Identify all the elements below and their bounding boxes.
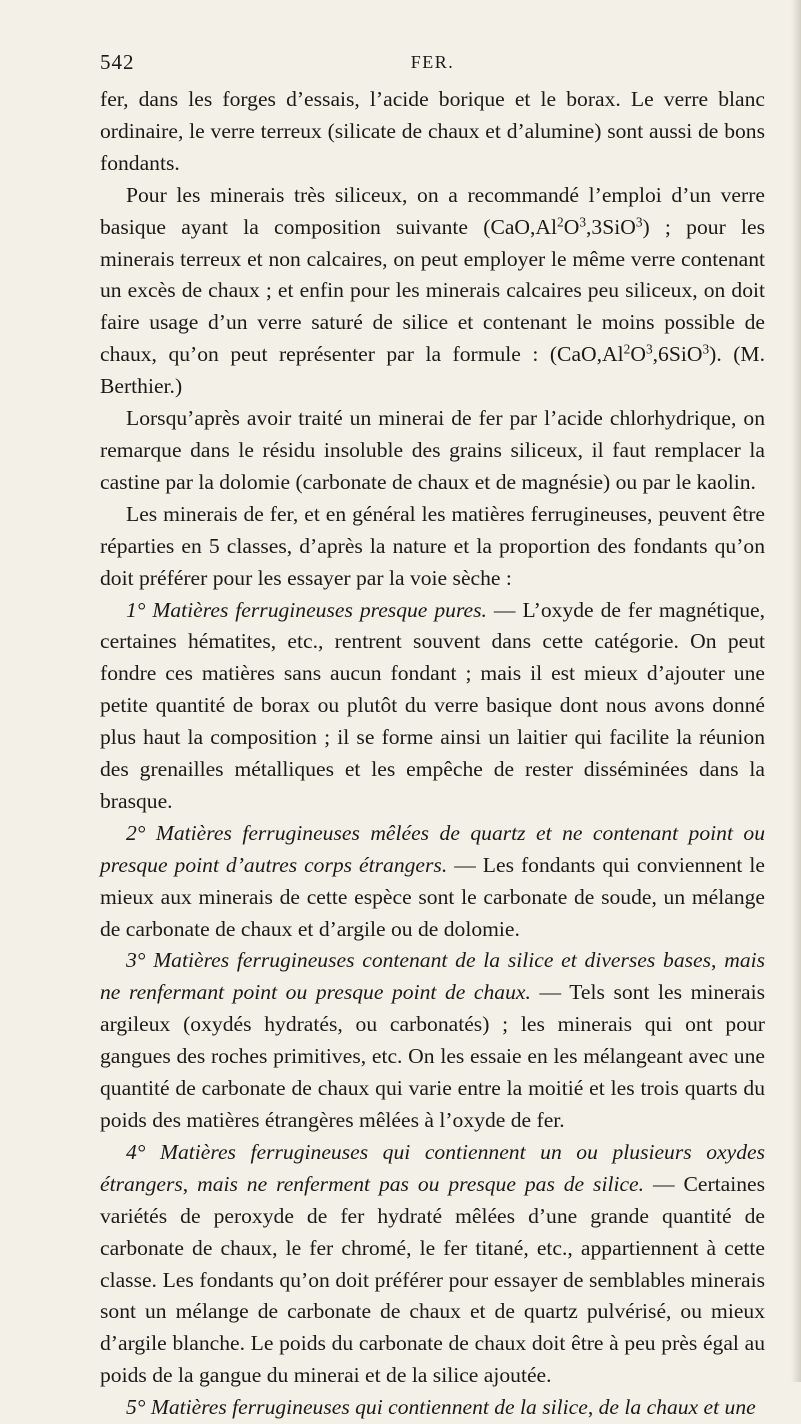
class-4-title-2: mais ne renferment pas ou presque pas de silice. [197, 1171, 645, 1196]
paragraph-4: Les minerais de fer, et en général les matières ferrugineuses, peuvent être réparties en 5 classes, d’après la nature et la proportion des fondants qu’on doit préférer pour les essayer par la voie sèche : [100, 501, 765, 590]
running-head: FER. [410, 52, 455, 72]
class-5-title: 5° Matières ferrugineuses qui contiennent de la silice [126, 1395, 588, 1420]
class-4-comma: , [182, 1171, 198, 1196]
class-3-title-2: mais ne renfermant point ou presque point de chaux. [100, 948, 766, 1005]
p2-text-a: Pour les minerais très siliceux, on a recommandé l’emploi d’un verre basique ayant la composition suivante (CaO,Al [100, 182, 765, 239]
page-number: 542 [100, 50, 135, 74]
p2-sup-6: 3 [702, 341, 710, 357]
paragraph-class-5 [100, 1392, 765, 1424]
p2-sup-4: 2 [623, 341, 631, 357]
paragraph-class-3 [100, 945, 765, 1136]
p2-sup-5: 3 [645, 341, 653, 357]
paragraph-2 [100, 180, 765, 403]
p2-sup-2: 3 [579, 214, 586, 230]
class-3-title: 3° Matières ferrugineuses contenant de la silice et diverses bases [126, 948, 712, 973]
class-1-title: 1° Matières ferrugineuses presque pures. [126, 597, 487, 622]
class-3-comma: , [711, 948, 725, 973]
p2-sup-3: 3 [635, 214, 643, 230]
class-2-title: 2° Matières ferrugineuses mêlées de quartz et ne contenant point ou presque point d’autres corps étrangers. [100, 820, 765, 877]
class-5-title-2: de la chaux et une [598, 1395, 756, 1420]
class-4-text: — Certaines variétés de peroxyde de fer hydraté mêlées d’une grande quantité de carbonate de chaux, le fer chromé, le fer titané, etc., appartiennent à cette classe. Les fondants qu’on doit préférer pour essayer de semblables minerais sont un mélange de carbonate de chaux et de quartz pulvérisé, ou mieux d’argile blanche. Le poids du carbonate de chaux doit être à peu près égal au poids de la gangue du minerai et de la silice ajoutée. [100, 1171, 765, 1388]
paragraph-class-2 [100, 818, 765, 946]
page-header [100, 50, 765, 84]
p2-sup-1: 2 [557, 214, 564, 230]
class-3-text: — Tels sont les minerais argileux (oxydés hydratés, ou carbonatés) ; les minerais qui ont pour gangues des roches primitives, etc. On les essaie en les mélangeant avec une quantité de carbonate de chaux qui varie entre la moitié et les trois quarts du poids des matières étrangères mêlées à l’oxyde de fer. [100, 980, 765, 1132]
paragraph-1: fer, dans les forges d’essais, l’acide borique et le borax. Le verre blanc ordinaire, le verre terreux (silicate de chaux et d’alumine) sont aussi de bons fondants. [100, 87, 765, 175]
paragraph-class-1 [100, 595, 765, 818]
paragraph-class-4 [100, 1137, 765, 1392]
class-1-text: — L’oxyde de fer magnétique, certaines hématites, etc., rentrent souvent dans cette catégorie. On peut fondre ces matières sans aucun fondant ; mais il est mieux d’ajouter une petite quantité de borax ou plutôt du verre basique dont nous avons donné plus haut la composition ; il se forme ainsi un laitier qui facilite la réunion des grenailles métalliques et les empêche de rester disséminées dans la brasque. [100, 597, 765, 813]
class-4-title: 4° Matières ferrugineuses qui contiennent un ou plusieurs oxydes étrangers [100, 1139, 765, 1196]
body-text [100, 84, 765, 1424]
paragraph-3: Lorsqu’après avoir traité un minerai de fer par l’acide chlorhydrique, on remarque dans le résidu insoluble des grains siliceux, il faut remplacer la castine par la dolomie (carbonate de chaux et de magnésie) ou par le kaolin. [100, 406, 765, 494]
p2-text-b: O [563, 214, 580, 239]
class-2-text: — Les fondants qui conviennent le mieux aux minerais de cette espèce sont le carbonate de soude, un mélange de carbonate de chaux et d’argile ou de dolomie. [100, 852, 765, 941]
page-edge-shadow [791, 0, 801, 1382]
p2-text-c: ,3SiO [586, 214, 636, 239]
p2-text-e: O [630, 342, 646, 367]
p2-text-f: ,6SiO [652, 342, 703, 367]
p2-text-g: ). (M. Berthier.) [100, 342, 765, 399]
class-5-comma: , [587, 1395, 599, 1420]
p2-text-d: ) ; pour les minerais terreux et non calcaires, on peut employer le même verre contenant un excès de chaux ; et enfin pour les minerais calcaires peu siliceux, on doit faire usage d’un verre saturé de silice et contenant le moins possible de chaux, qu’on peut représenter par la formule : (CaO,Al [100, 214, 765, 367]
